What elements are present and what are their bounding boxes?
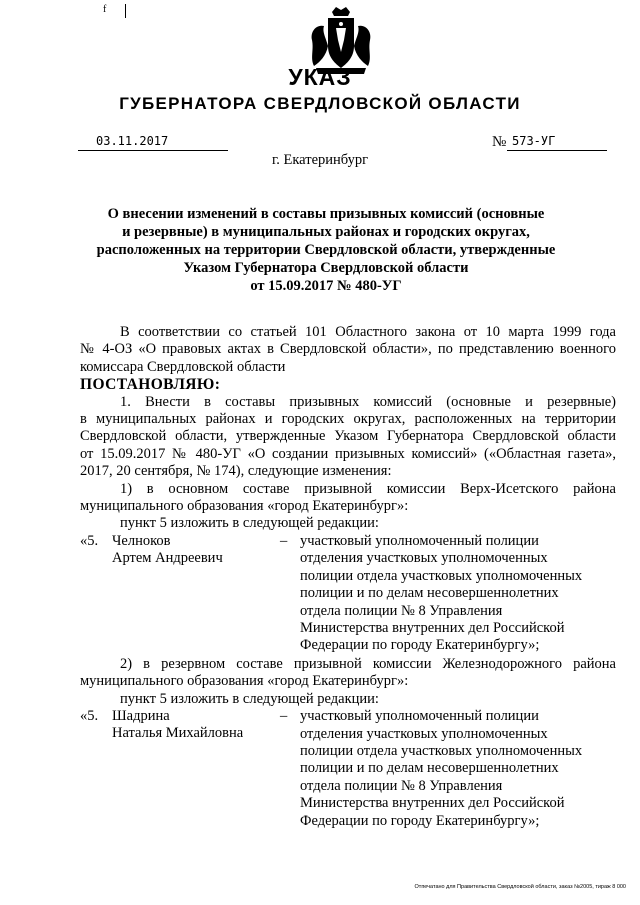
city: г. Екатеринбург (271, 152, 369, 168)
position-line: Министерства внутренних дел Российской (300, 619, 565, 636)
member-given-names: Артем Андреевич (112, 550, 223, 567)
decree-word: ПОСТАНОВЛЯЮ: (80, 376, 221, 394)
decree-subtitle: ГУБЕРНАТОРА СВЕРДЛОВСКОЙ ОБЛАСТИ (119, 94, 521, 113)
decree-subject (90, 205, 562, 295)
decree-date: 03.11.2017 (96, 134, 169, 148)
preamble-line: № 4-ОЗ «О правовых актах в Свердловской области», по представлению военного (80, 341, 616, 358)
print-note: Отпечатано для Правительства Свердловской области, заказ №2005, тираж 8 000 (414, 884, 626, 890)
number-underline (507, 150, 607, 151)
item-line: Свердловской области, утвержденные Указом Губернатора Свердловской области (80, 428, 616, 445)
member-surname: Челноков (112, 532, 171, 549)
entry-dash: – (280, 532, 288, 549)
commission-member-entry (80, 708, 616, 831)
item-line: в муниципальных районах и городских округах, расположенных на территории (80, 411, 616, 428)
item-line: от 15.09.2017 № 480-УГ «О создании призывных комиссий» («Областная газета», (80, 445, 616, 462)
position-line: отдела полиции № 8 Управления (300, 777, 503, 794)
position-line: полиции отдела участковых уполномоченных (300, 742, 583, 759)
decree-number: 573-УГ (512, 134, 556, 148)
position-line: полиции отдела участковых уполномоченных (300, 567, 583, 584)
preamble-line: комиссара Свердловской области (80, 358, 286, 375)
handwritten-stroke (125, 4, 126, 18)
commission-member-entry (80, 533, 616, 656)
subject-line: от 15.09.2017 № 480-УГ (250, 278, 402, 294)
position-line: участковый уполномоченный полиции (300, 708, 539, 725)
member-given-names: Наталья Михайловна (112, 725, 244, 742)
handwritten-mark: f (103, 4, 107, 15)
number-sign: № (492, 134, 507, 150)
position-line: отдела полиции № 8 Управления (300, 602, 503, 619)
point-instruction: пункт 5 изложить в следующей редакции: (120, 515, 379, 532)
subject-line: и резервные) в муниципальных районах и городских округах, (122, 224, 530, 240)
subject-line: О внесении изменений в составы призывных комиссий (основные (107, 206, 545, 222)
position-line: Федерации по городу Екатеринбургу»; (300, 812, 540, 829)
position-line: Федерации по городу Екатеринбургу»; (300, 637, 540, 654)
position-line: участковый уполномоченный полиции (300, 532, 539, 549)
decree-body (80, 324, 616, 831)
preamble-line: В соответствии со статьей 101 Областного закона от 10 марта 1999 года (120, 324, 616, 340)
point-instruction: пункт 5 изложить в следующей редакции: (120, 690, 379, 707)
entry-label: «5. (80, 708, 99, 725)
position-line: отделения участковых уполномоченных (300, 725, 548, 742)
item-line: 2017, 20 сентября, № 174), следующие изменения: (80, 463, 392, 480)
item-line: 1. Внести в составы призывных комиссий (основные и резервные) (120, 393, 616, 410)
position-line: отделения участковых уполномоченных (300, 550, 548, 567)
position-line: полиции и по делам несовершеннолетних (300, 760, 559, 777)
subject-line: Указом Губернатора Свердловской области (183, 260, 469, 276)
member-position (300, 533, 600, 655)
subitem-line: 1) в основном составе призывной комиссии Верх-Исетского района (120, 480, 616, 497)
subject-line: расположенных на территории Свердловской области, утвержденные (96, 242, 556, 258)
subitem-line: муниципального образования «город Екатеринбург»: (80, 673, 409, 690)
member-position (300, 708, 600, 830)
subitem-line: муниципального образования «город Екатеринбург»: (80, 498, 409, 515)
decree-title: УКАЗ (288, 64, 352, 90)
position-line: Министерства внутренних дел Российской (300, 795, 565, 812)
entry-label: «5. (80, 532, 99, 549)
entry-dash: – (280, 708, 288, 725)
member-surname: Шадрина (112, 708, 170, 725)
date-underline (78, 150, 228, 151)
subitem-line: 2) в резервном составе призывной комиссии Железнодорожного района (120, 655, 616, 672)
position-line: полиции и по делам несовершеннолетних (300, 585, 559, 602)
